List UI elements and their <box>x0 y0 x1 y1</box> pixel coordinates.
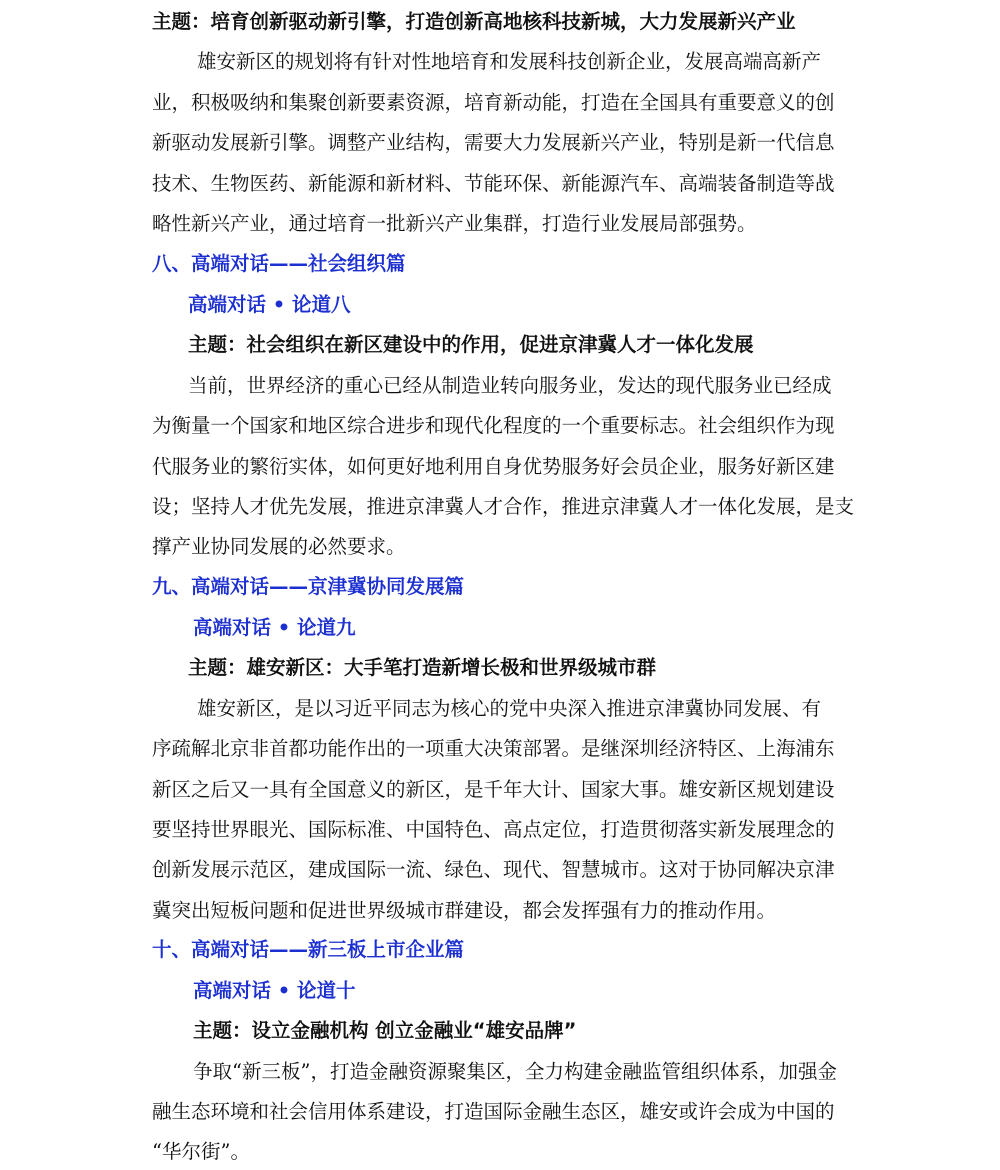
paragraph-line: 当前，世界经济的重心已经从制造业转向服务业，发达的现代服务业已经成 <box>188 374 832 397</box>
paragraph-line: 序疏解北京非首都功能作出的一项重大决策部署。是继深圳经济特区、上海浦东 <box>152 737 835 760</box>
paragraph-line: 创新发展示范区，建成国际一流、绿色、现代、智慧城市。这对于协同解决京津 <box>152 858 835 881</box>
section-heading: 八、高端对话——社会组织篇 <box>152 252 406 275</box>
paragraph-line: 设；坚持人才优先发展，推进京津冀人才合作，推进京津冀人才一体化发展，是支 <box>152 495 855 518</box>
topic-line: 主题：雄安新区：大手笔打造新增长极和世界级城市群 <box>188 656 657 679</box>
paragraph-line: 争取“新三板”，打造金融资源聚集区，全力构建金融监管组织体系，加强金 <box>193 1060 837 1083</box>
section-subheading: 高端对话 • 论道八 <box>188 293 351 316</box>
section-heading: 九、高端对话——京津冀协同发展篇 <box>152 575 465 598</box>
topic-line: 主题：设立金融机构 创立金融业“雄安品牌” <box>193 1019 577 1042</box>
paragraph-line: “华尔街”。 <box>152 1140 250 1163</box>
section-subheading: 高端对话 • 论道九 <box>193 616 356 639</box>
paragraph-line: 略性新兴产业，通过培育一批新兴产业集群，打造行业发展局部强势。 <box>152 212 757 235</box>
paragraph-line: 业，积极吸纳和集聚创新要素资源，培育新动能，打造在全国具有重要意义的创 <box>152 91 835 114</box>
paragraph-line: 要坚持世界眼光、国际标准、中国特色、高点定位，打造贯彻落实新发展理念的 <box>152 818 835 841</box>
paragraph-line: 雄安新区的规划将有针对性地培育和发展科技创新企业，发展高端高新产 <box>197 50 822 73</box>
section-subheading: 高端对话 • 论道十 <box>193 979 356 1002</box>
paragraph-line: 撑产业协同发展的必然要求。 <box>152 535 406 558</box>
paragraph-line: 雄安新区，是以习近平同志为核心的党中央深入推进京津冀协同发展、有 <box>197 697 822 720</box>
paragraph-line: 为衡量一个国家和地区综合进步和现代化程度的一个重要标志。社会组织作为现 <box>152 414 835 437</box>
paragraph-line: 融生态环境和社会信用体系建设，打造国际金融生态区，雄安或许会成为中国的 <box>152 1100 835 1123</box>
topic-line: 主题：社会组织在新区建设中的作用，促进京津冀人才一体化发展 <box>188 333 754 356</box>
paragraph-line: 冀突出短板问题和促进世界级城市群建设，都会发挥强有力的推动作用。 <box>152 899 777 922</box>
section-heading: 十、高端对话——新三板上市企业篇 <box>152 938 465 961</box>
paragraph-line: 新驱动发展新引擎。调整产业结构，需要大力发展新兴产业，特别是新一代信息 <box>152 131 835 154</box>
paragraph-line: 新区之后又一具有全国意义的新区，是千年大计、国家大事。雄安新区规划建设 <box>152 778 835 801</box>
paragraph-line: 技术、生物医药、新能源和新材料、节能环保、新能源汽车、高端装备制造等战 <box>152 172 835 195</box>
paragraph-line: 代服务业的繁衍实体，如何更好地利用自身优势服务好会员企业，服务好新区建 <box>152 455 835 478</box>
topic-line: 主题：培育创新驱动新引擎，打造创新高地核科技新城，大力发展新兴产业 <box>152 10 796 33</box>
